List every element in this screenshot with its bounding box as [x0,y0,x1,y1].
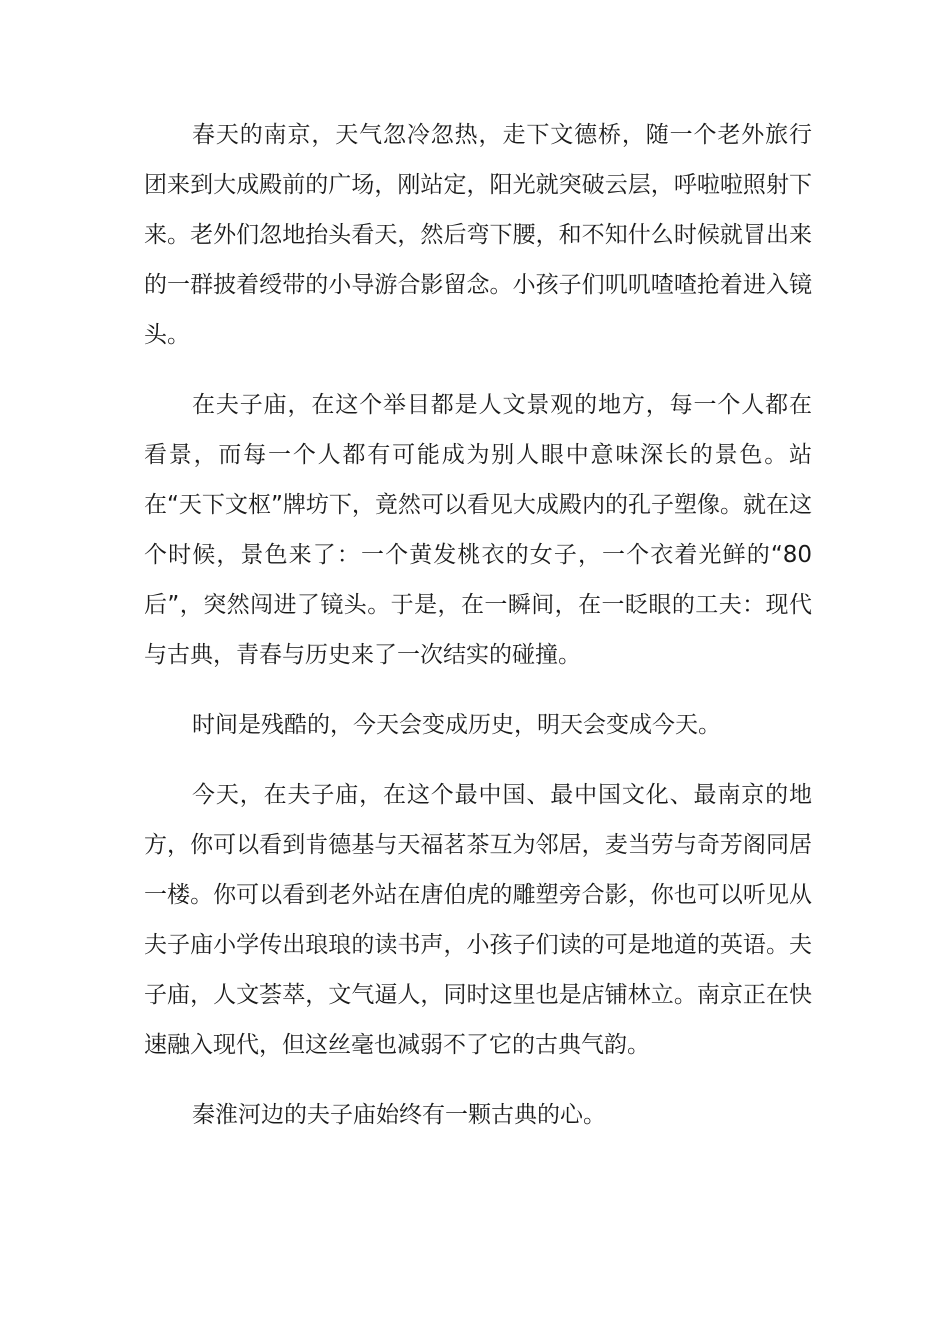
paragraph-4: 今天，在夫子庙，在这个最中国、最中国文化、最南京的地方，你可以看到肯德基与天福茗茶互为邻居，麦当劳与奇芳阁同居一楼。你可以看到老外站在唐伯虎的雕塑旁合影，你也可以听见从夫子庙小学传出琅琅的读书声，小孩子们读的可是地道的英语。夫子庙，人文荟萃，文气逼人，同时这里也是店铺林立。南京正在快速融入现代，但这丝毫也减弱不了它的古典气韵。 [144,782,812,1058]
article-body [144,110,812,1140]
paragraph-2: 在夫子庙，在这个举目都是人文景观的地方，每一个人都在看景，而每一个人都有可能成为别人眼中意味深长的景色。站在“天下文枢”牌坊下，竟然可以看见大成殿内的孔子塑像。就在这个时候，景色来了：一个黄发桃衣的女子，一个衣着光鲜的“80后”，突然闯进了镜头。于是，在一瞬间，在一眨眼的工夫：现代与古典，青春与历史来了一次结实的碰撞。 [144,392,812,668]
paragraph-3: 时间是残酷的，今天会变成历史，明天会变成今天。 [192,712,721,738]
paragraph-1: 春天的南京，天气忽冷忽热，走下文德桥，随一个老外旅行团来到大成殿前的广场，刚站定，阳光就突破云层，呼啦啦照射下来。老外们忽地抬头看天，然后弯下腰，和不知什么时候就冒出来的一群披着绶带的小导游合影留念。小孩子们叽叽喳喳抢着进入镜头。 [144,122,812,348]
paragraph-5: 秦淮河边的夫子庙始终有一颗古典的心。 [192,1102,606,1128]
